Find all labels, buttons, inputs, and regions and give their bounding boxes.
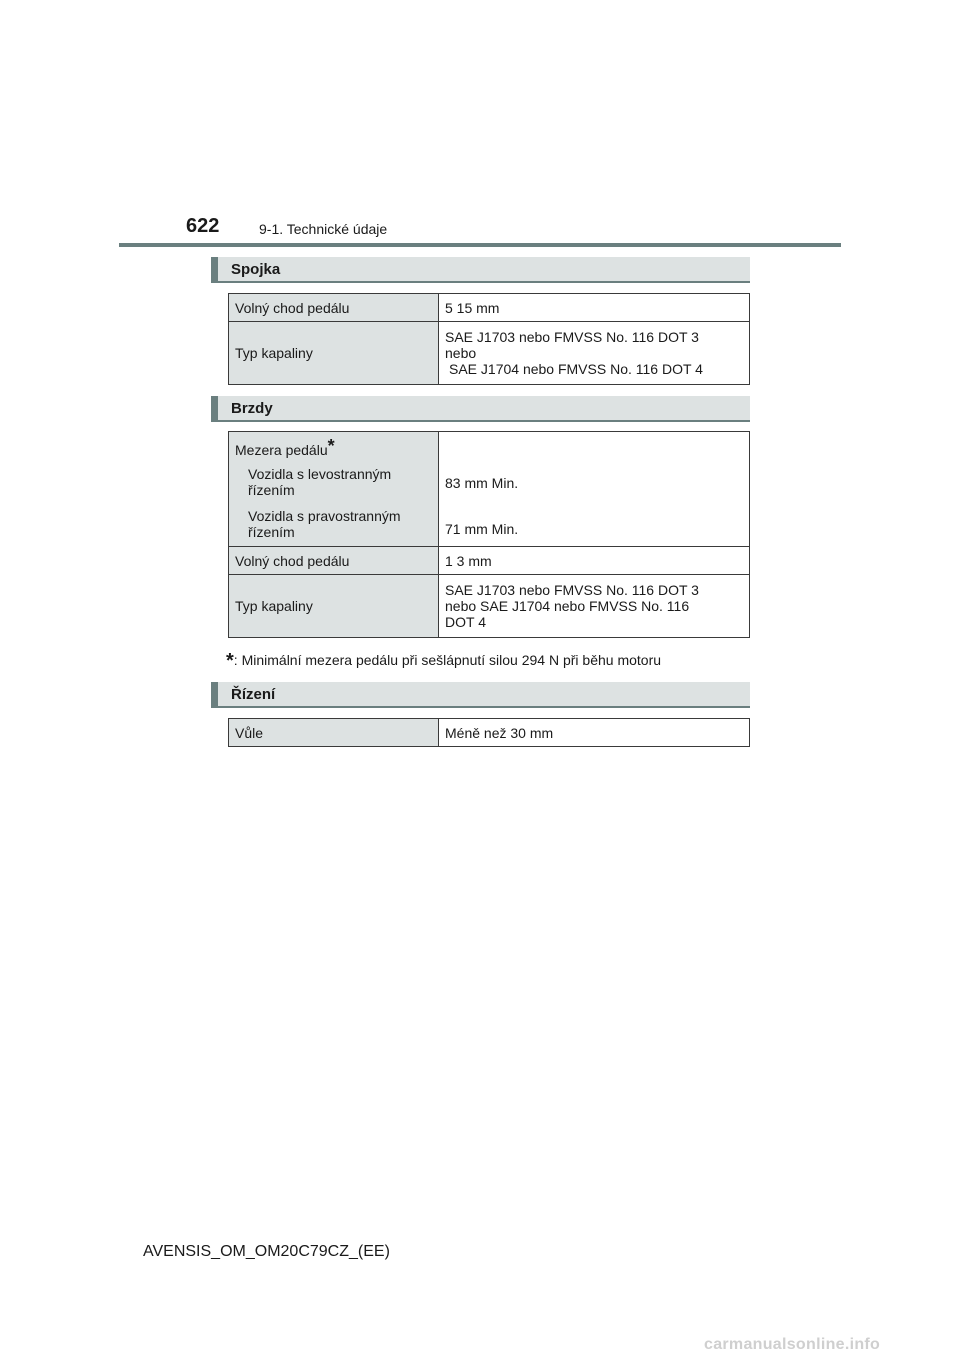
header-rule: [119, 243, 841, 247]
footnote-marker: *: [327, 436, 335, 456]
label-cell: Typ kapaliny: [229, 575, 439, 638]
value-line: nebo: [445, 345, 477, 361]
section-title-brzdy: Brzdy: [231, 400, 273, 417]
chapter-title: 9-1. Technické údaje: [259, 221, 388, 237]
section-header-rizeni: [211, 682, 750, 708]
watermark: carmanualsonline.info: [704, 1336, 881, 1353]
value-cell: [439, 322, 750, 385]
label-cell: Vůle: [229, 719, 439, 747]
value-cell: 5 15 mm: [439, 294, 750, 322]
table-row: [229, 575, 750, 638]
table-row: [229, 294, 750, 322]
label-cell: Typ kapaliny: [229, 322, 439, 385]
footer-code: AVENSIS_OM_OM20C79CZ_(EE): [143, 1243, 390, 1260]
rhd-value: 71 mm Min.: [445, 521, 519, 537]
value-line: nebo SAE J1704 nebo FMVSS No. 116: [445, 598, 690, 614]
lhd-label: Vozidla s levostranným řízením: [248, 466, 392, 498]
footnote-text: : Minimální mezera pedálu při sešlápnutí silou 294 N při běhu motoru: [233, 652, 662, 668]
section-header-brzdy: [211, 396, 750, 422]
brzdy-table: [228, 431, 750, 638]
spojka-table: [228, 293, 750, 385]
section-title-spojka: Spojka: [231, 261, 281, 278]
section-title-rizeni: Řízení: [231, 686, 276, 703]
value-cell: [439, 575, 750, 638]
section-header-spojka: [211, 257, 750, 283]
rizeni-table: [228, 718, 750, 747]
value-cell: 1 3 mm: [439, 547, 750, 575]
rhd-label: Vozidla s pravostranným řízením: [248, 508, 401, 540]
value-line: SAE J1704 nebo FMVSS No. 116 DOT 4: [449, 361, 703, 377]
label-cell: Volný chod pedálu: [229, 294, 439, 322]
table-row: [229, 719, 750, 747]
lhd-value: 83 mm Min.: [445, 475, 519, 491]
footnote: [226, 650, 661, 673]
table-row: [229, 432, 750, 547]
footnote-star: *: [226, 650, 234, 672]
value-line: SAE J1703 nebo FMVSS No. 116 DOT 3: [445, 329, 699, 345]
value-line: DOT 4: [445, 614, 486, 630]
label-cell: Volný chod pedálu: [229, 547, 439, 575]
value-cell: Méně než 30 mm: [439, 719, 750, 747]
label-cell: [229, 432, 439, 547]
table-row: [229, 322, 750, 385]
pedal-gap-label: Mezera pedálu*: [235, 436, 335, 458]
value-line: SAE J1703 nebo FMVSS No. 116 DOT 3: [445, 582, 699, 598]
value-cell: [439, 432, 750, 547]
table-row: [229, 547, 750, 575]
page-number: 622: [186, 215, 220, 237]
